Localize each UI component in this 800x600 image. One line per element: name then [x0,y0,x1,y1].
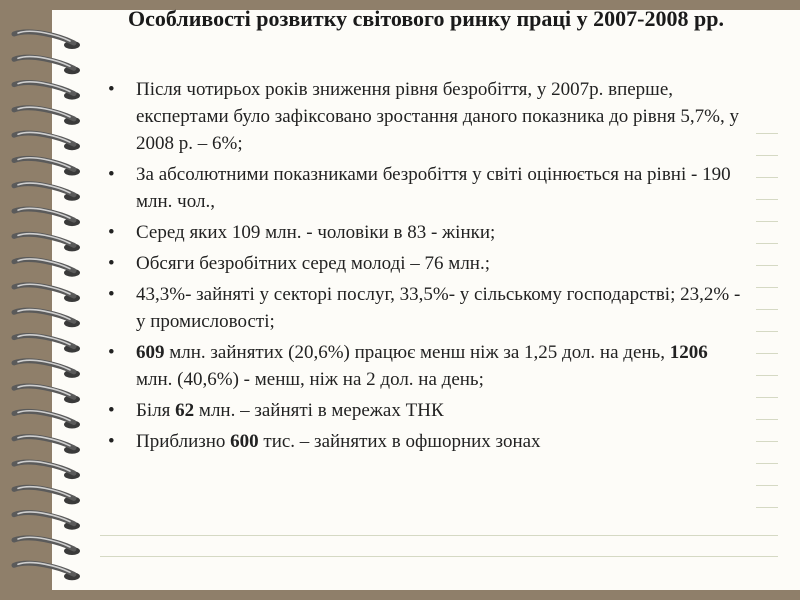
rule-line [756,199,778,200]
spiral-ring [14,132,80,150]
spiral-ring [14,208,80,226]
rule-line [100,556,778,557]
rule-line [756,397,778,398]
rule-line [756,243,778,244]
rule-line [756,441,778,442]
spiral-ring [14,310,80,328]
bullet-text: 43,3%- зайняті у секторі послуг, 33,5%- у сільському господарстві; 23,2% - у промисловості; [136,284,741,332]
rule-line [100,535,778,536]
bullet-text: млн. зайнятих (20,6%) працює менш ніж за 1,25 дол. на день, [164,342,670,363]
bullet-number-bold: 600 [230,431,259,452]
rule-line [756,309,778,310]
spiral-ring [14,436,80,454]
page-title: Особливості розвитку світового ринку праці у 2007-2008 рр. [128,6,724,31]
spiral-ring [14,563,80,581]
spiral-binding [0,0,100,600]
spiral-ring [14,512,80,530]
rule-line [756,287,778,288]
bullet-text: тис. – зайнятих в офшорних зонах [258,431,541,452]
rule-line [756,353,778,354]
bullet-item [108,250,748,277]
spiral-ring [14,82,80,100]
bullet-item [108,76,748,157]
rule-line [756,265,778,266]
bullet-text: млн. (40,6%) - менш, ніж на 2 дол. на день; [136,369,484,390]
spiral-ring [14,461,80,479]
bullet-number-bold: 1206 [669,342,708,363]
bullet-item [108,397,748,424]
rule-line [756,507,778,508]
spiral-ring [14,360,80,378]
spiral-ring [14,385,80,403]
spiral-ring [14,158,80,176]
rule-line [756,177,778,178]
spiral-ring [14,537,80,555]
bullet-number-bold: 62 [175,400,195,421]
spiral-ring [14,284,80,302]
spiral-ring [14,335,80,353]
bullet-item [108,219,748,246]
bullet-item [108,281,748,335]
bullet-item [108,161,748,215]
spiral-ring [14,234,80,252]
spiral-ring [14,259,80,277]
bullet-text: Серед яких 109 млн. - чоловіки в 83 - жінки; [136,222,496,243]
rule-line [756,221,778,222]
bullet-list [108,76,748,459]
bullet-text: За абсолютними показниками безробіття у світі оцінюється на рівні - 190 млн. чол., [136,164,731,212]
rule-line [756,133,778,134]
bullet-text: Обсяги безробітних серед молоді – 76 млн.; [136,253,490,274]
spiral-ring [14,57,80,75]
spiral-ring [14,107,80,125]
bullet-item [108,339,748,393]
bullet-text: Після чотирьох років зниження рівня безробіття, у 2007р. вперше, експертами було зафіксовано зростання даного показника до рівня 5,7%, у 2008 р. – 6%; [136,79,739,154]
bullet-text: млн. – зайняті в мережах ТНК [194,400,444,421]
spiral-ring [14,411,80,429]
rule-line [756,375,778,376]
rule-line [756,331,778,332]
bullet-item [108,428,748,455]
rule-line [756,463,778,464]
rule-line [756,485,778,486]
rule-line [756,155,778,156]
spiral-ring [14,487,80,505]
rule-line [756,419,778,420]
bullet-text: Біля [136,400,176,421]
bullet-text: Приблизно [136,431,231,452]
spiral-ring [14,183,80,201]
bullet-number-bold: 609 [136,342,165,363]
